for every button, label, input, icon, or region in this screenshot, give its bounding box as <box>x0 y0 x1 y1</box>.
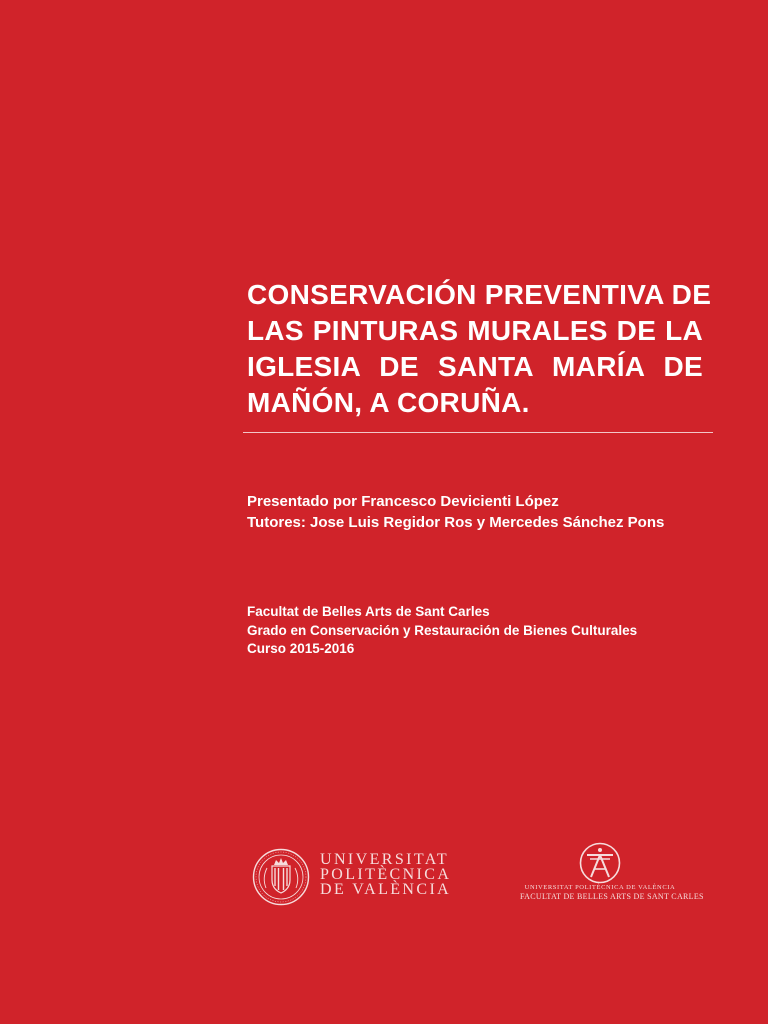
authors-block <box>247 491 717 533</box>
institution-block <box>247 603 717 659</box>
university-seal-icon <box>252 848 310 906</box>
faculty-logo-line-2: FACULTAT DE BELLES ARTS DE SANT CARLES <box>520 892 704 901</box>
title-line-2: LAS PINTURAS MURALES DE LA <box>247 315 703 346</box>
title-line-4: MAÑÓN, A CORUÑA. <box>247 387 530 418</box>
upv-line-3: DE VALÈNCIA <box>320 881 452 898</box>
title-divider <box>243 432 713 433</box>
upv-wordmark <box>320 852 451 897</box>
upv-line-1: UNIVERSITAT <box>320 851 450 868</box>
presented-by: Presentado por Francesco Devicienti López <box>247 493 559 510</box>
upv-line-2: POLITÈCNICA <box>320 866 452 883</box>
faculty-logo <box>520 842 704 904</box>
tutors: Tutores: Jose Luis Regidor Ros y Mercedes Sánchez Pons <box>247 514 665 531</box>
faculty-emblem-icon <box>579 842 621 884</box>
document-title <box>247 277 712 421</box>
upv-logo <box>252 846 452 908</box>
degree-name: Grado en Conservación y Restauración de Bienes Culturales <box>247 622 638 638</box>
faculty-name: Facultat de Belles Arts de Sant Carles <box>247 604 490 619</box>
title-line-3: IGLESIA DE SANTA MARÍA DE <box>247 351 703 382</box>
faculty-wordmark <box>520 884 704 901</box>
course-year: Curso 2015-2016 <box>247 641 355 656</box>
faculty-logo-line-1: UNIVERSITAT POLITÈCNICA DE VALÈNCIA <box>524 884 676 891</box>
title-line-1: CONSERVACIÓN PREVENTIVA DE <box>247 279 712 310</box>
